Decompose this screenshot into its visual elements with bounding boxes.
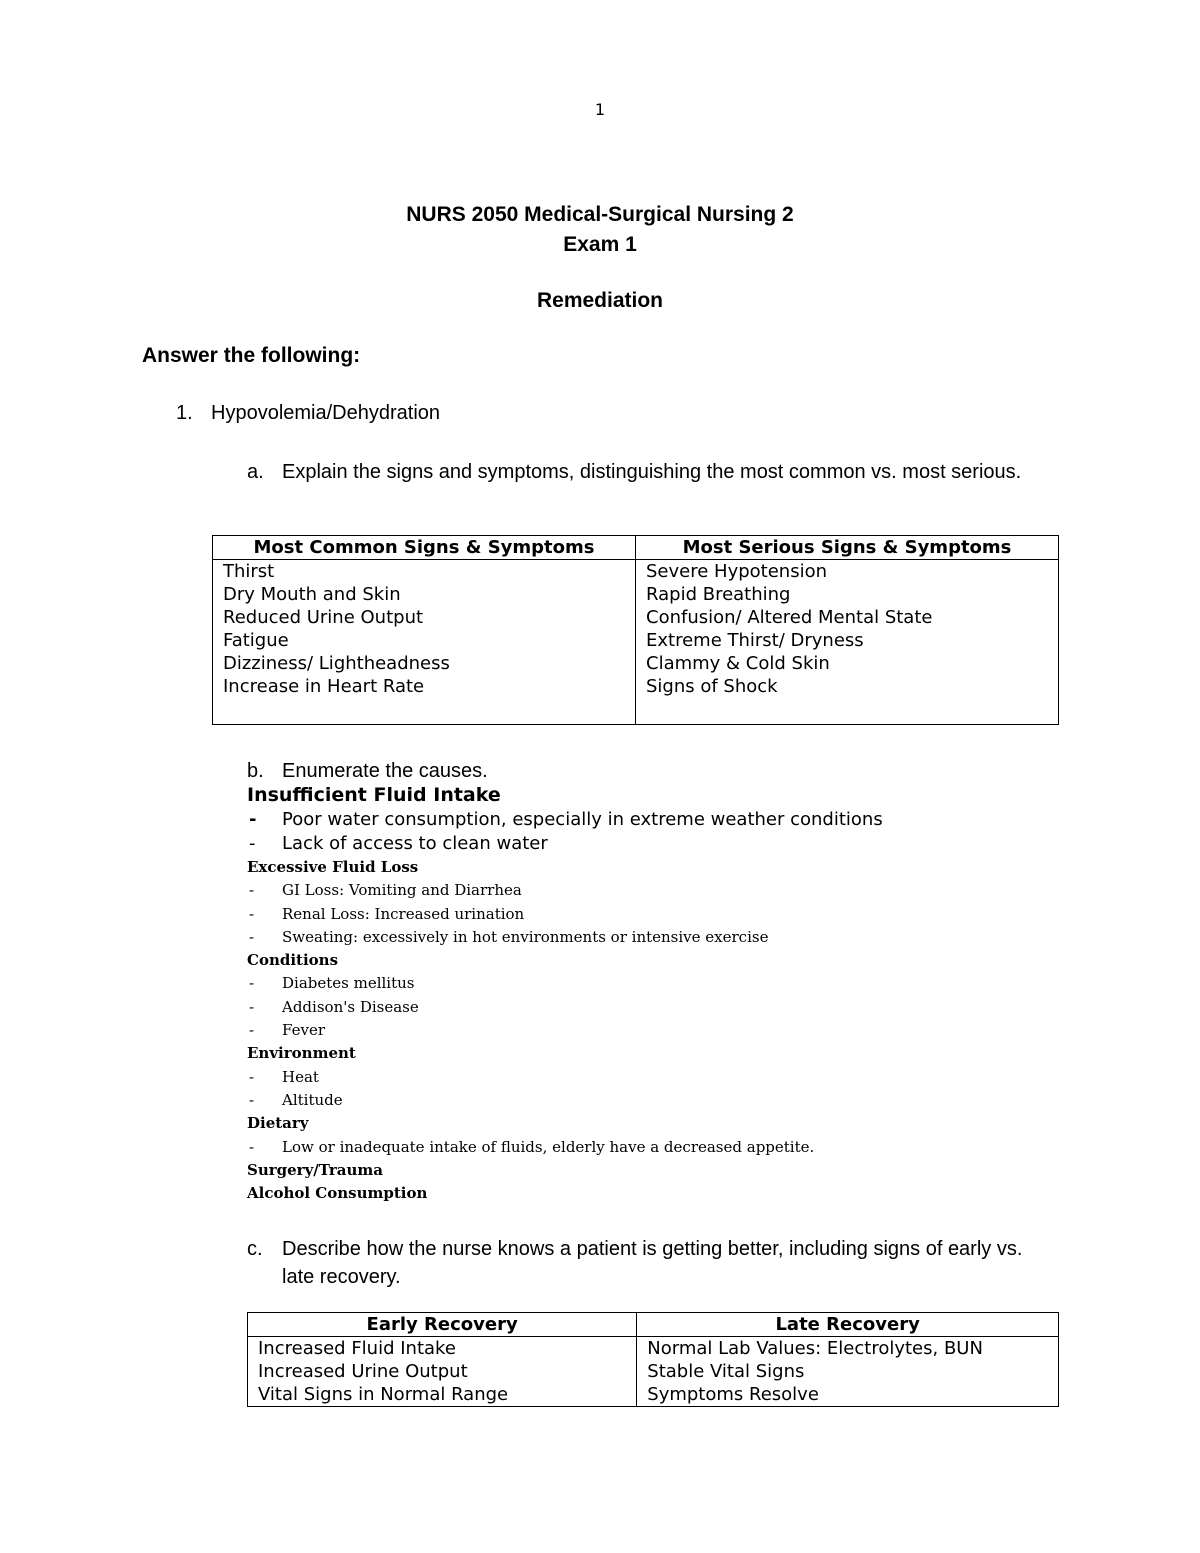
- dash-bullet: -: [249, 1137, 255, 1156]
- early-recovery-cell: [248, 1337, 637, 1407]
- list-item: [247, 972, 1067, 995]
- cause-heading: Conditions: [247, 951, 339, 970]
- list-item: Increase in Heart Rate: [223, 676, 425, 697]
- list-item-text: Altitude: [282, 1090, 343, 1109]
- dash-bullet: -: [249, 997, 255, 1016]
- cause-heading: Environment: [247, 1044, 356, 1063]
- list-item: Dry Mouth and Skin: [223, 584, 401, 605]
- late-recovery-cell: [637, 1337, 1059, 1407]
- signs-symptoms-table: [212, 535, 1059, 725]
- list-item: [247, 832, 1067, 856]
- list-item-text: Addison's Disease: [282, 997, 419, 1016]
- course-title: NURS 2050 Medical-Surgical Nursing 2: [406, 203, 794, 226]
- list-item: Clammy & Cold Skin: [646, 653, 830, 674]
- table-header: Most Serious Signs & Symptoms: [636, 536, 1059, 560]
- question-letter: a.: [247, 461, 264, 483]
- dash-bullet: -: [249, 881, 255, 900]
- causes-list: [247, 782, 1067, 1205]
- recovery-table: [247, 1312, 1059, 1407]
- list-item: Rapid Breathing: [646, 584, 791, 605]
- remediation-title: Remediation: [536, 289, 664, 312]
- table-header: Early Recovery: [248, 1313, 637, 1337]
- list-item: [247, 1019, 1067, 1042]
- list-item: Extreme Thirst/ Dryness: [646, 630, 864, 651]
- question-letter: b.: [247, 760, 264, 782]
- common-signs-cell: [213, 560, 636, 725]
- list-item: Signs of Shock: [646, 676, 778, 697]
- exam-title: Exam 1: [563, 233, 637, 256]
- question-1b: [247, 757, 1047, 785]
- list-item-text: Diabetes mellitus: [282, 974, 415, 993]
- question-topic: Hypovolemia/Dehydration: [211, 402, 441, 424]
- dash-bullet: -: [249, 833, 256, 854]
- list-item-text: Sweating: excessively in hot environments or intensive exercise: [282, 927, 769, 946]
- question-prompt: Enumerate the causes.: [282, 760, 488, 782]
- cause-heading: Dietary: [247, 1114, 309, 1133]
- dash-bullet: -: [249, 904, 255, 923]
- question-letter: c.: [247, 1238, 263, 1260]
- list-item: Confusion/ Altered Mental State: [646, 607, 933, 628]
- list-item-text: Renal Loss: Increased urination: [282, 904, 525, 923]
- list-item-text: Fever: [282, 1021, 325, 1040]
- dash-bullet: -: [249, 809, 257, 830]
- dash-bullet: -: [249, 1090, 255, 1109]
- list-item: [247, 1136, 1067, 1159]
- dash-bullet: -: [249, 974, 255, 993]
- list-item-text: Heat: [282, 1067, 319, 1086]
- list-item: Stable Vital Signs: [647, 1361, 805, 1382]
- list-item: Increased Fluid Intake: [258, 1338, 456, 1359]
- list-item: Fatigue: [223, 630, 289, 651]
- list-item-text: Poor water consumption, especially in extreme weather conditions: [282, 809, 883, 830]
- list-item-text: Lack of access to clean water: [282, 833, 548, 854]
- question-prompt: Explain the signs and symptoms, distinguishing the most common vs. most serious.: [282, 461, 1022, 483]
- list-item: [247, 879, 1067, 902]
- list-item: Normal Lab Values: Electrolytes, BUN: [647, 1338, 983, 1359]
- list-item: [247, 1089, 1067, 1112]
- list-item: Symptoms Resolve: [647, 1384, 819, 1405]
- list-item-text: Low or inadequate intake of fluids, elderly have a decreased appetite.: [282, 1137, 815, 1156]
- list-item: [247, 808, 1067, 832]
- question-1: [176, 402, 440, 425]
- cause-heading: Insufficient Fluid Intake: [247, 784, 501, 806]
- question-1c: [247, 1235, 1057, 1291]
- list-item: [247, 903, 1067, 926]
- question-1a: [247, 458, 1047, 486]
- cause-heading: Excessive Fluid Loss: [247, 858, 419, 876]
- cause-heading: Surgery/Trauma: [247, 1160, 383, 1179]
- instruction-heading: Answer the following:: [142, 344, 361, 367]
- list-item: Dizziness/ Lightheadness: [223, 653, 450, 674]
- question-number: 1.: [176, 402, 193, 424]
- list-item: Reduced Urine Output: [223, 607, 424, 628]
- list-item: [247, 926, 1067, 949]
- table-header: Most Common Signs & Symptoms: [213, 536, 636, 560]
- table-header: Late Recovery: [637, 1313, 1059, 1337]
- list-item: Thirst: [223, 561, 275, 582]
- list-item: Vital Signs in Normal Range: [258, 1384, 509, 1405]
- list-item: Increased Urine Output: [258, 1361, 468, 1382]
- list-item: [247, 996, 1067, 1019]
- serious-signs-cell: [636, 560, 1059, 725]
- list-item: [247, 1066, 1067, 1089]
- page-number: 1: [594, 100, 606, 119]
- list-item-text: GI Loss: Vomiting and Diarrhea: [282, 881, 522, 900]
- dash-bullet: -: [249, 1021, 255, 1040]
- cause-heading: Alcohol Consumption: [247, 1184, 428, 1203]
- dash-bullet: -: [249, 1067, 255, 1086]
- question-prompt: Describe how the nurse knows a patient is getting better, including signs of early vs. late recovery.: [282, 1238, 1023, 1288]
- dash-bullet: -: [249, 927, 255, 946]
- list-item: Severe Hypotension: [646, 561, 827, 582]
